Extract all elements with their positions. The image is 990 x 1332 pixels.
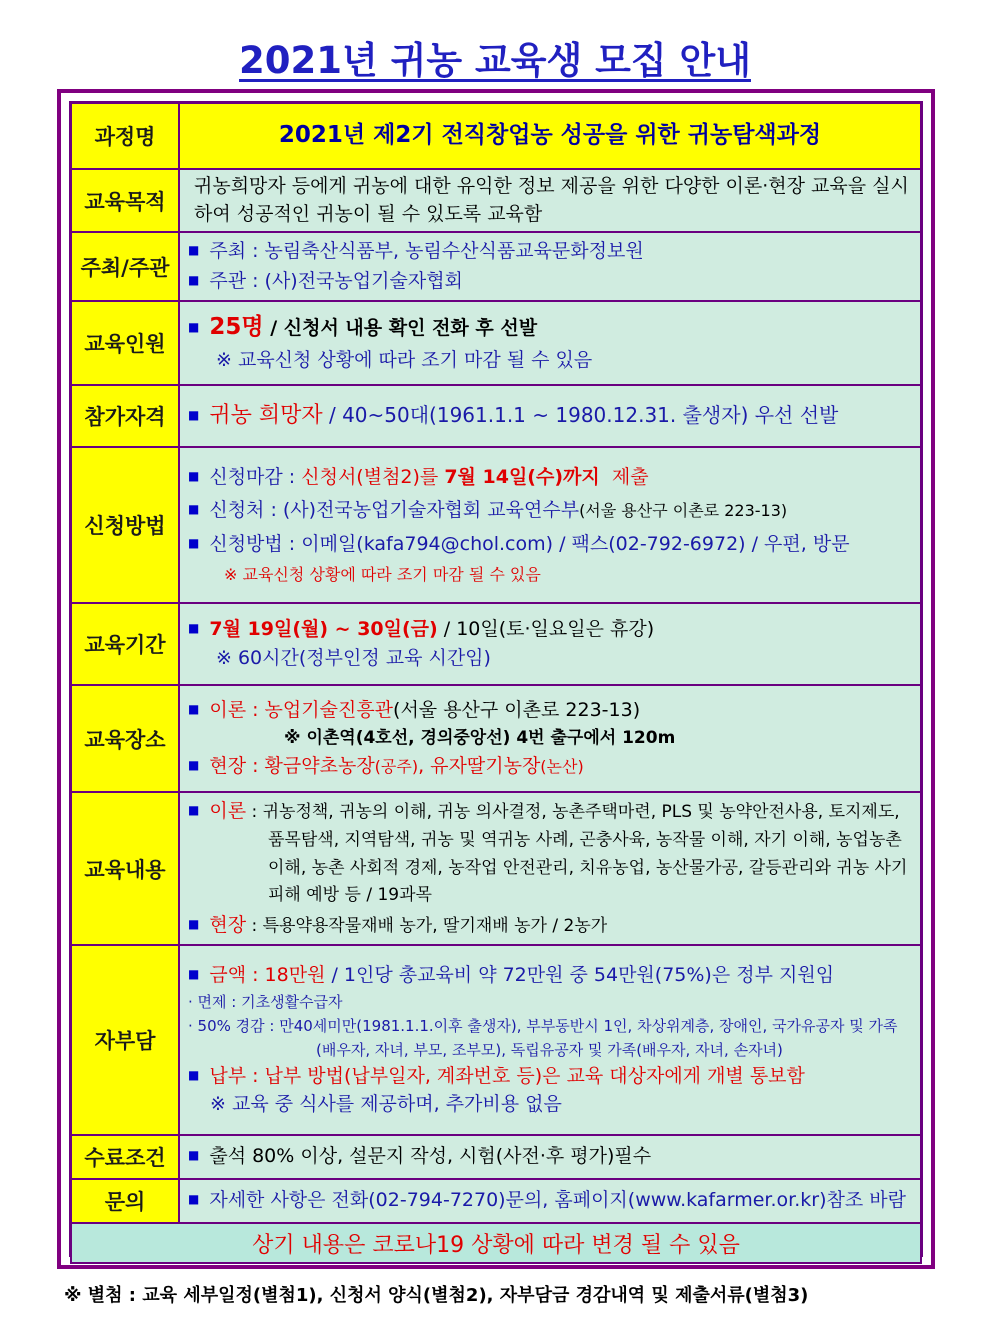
fee-exempt: · 면제 : 기초생활수급자 (188, 992, 343, 1011)
label-inquiry: 문의 (71, 1179, 179, 1223)
label-content: 교육내용 (71, 792, 179, 945)
notice-text: 상기 내용은 코로나19 상황에 따라 변경 될 수 있음 (71, 1223, 921, 1263)
venue-field: ■ 현장 : 황금약초농장(공주), 유자딸기농장(논산) (188, 754, 584, 777)
bullet-square-icon: ■ (188, 1067, 200, 1082)
bullet-square-icon: ■ (188, 469, 200, 484)
row-completion (71, 1135, 921, 1179)
bullet-square-icon: ■ (188, 1192, 200, 1207)
host-operator: ■ 주관 : (사)전국농업기술자협회 (188, 269, 463, 292)
label-venue: 교육장소 (71, 685, 179, 792)
fee-discount: · 50% 경감 : 만40세미만(1981.1.1.이후 출생자), 부부동반시 1인, 차상위계층, 장애인, 국가유공자 및 가족(배우자, 자녀, 부모, 조부모), 독립유공자 및 가족(배우자, 자녀, 손자녀) (188, 1016, 898, 1059)
row-period (71, 603, 921, 685)
attachment-footer: ※ 별첨 : 교육 세부일정(별첨1), 신청서 양식(별첨2), 자부담금 경감내역 및 제출서류(별첨3) (64, 1285, 809, 1306)
bullet-square-icon: ■ (188, 620, 200, 635)
bullet-square-icon: ■ (188, 272, 200, 287)
row-fee (71, 945, 921, 1135)
fee-amount: ■ 금액 : 18만원 / 1인당 총교육비 약 72만원 중 54만원(75%)은 정부 지원임 (188, 964, 835, 987)
row-purpose (71, 169, 921, 232)
row-inquiry (71, 1179, 921, 1223)
bullet-square-icon: ■ (188, 701, 200, 716)
label-apply: 신청방법 (71, 447, 179, 603)
bullet-square-icon: ■ (188, 803, 200, 818)
purpose-text: 귀농희망자 등에게 귀농에 대한 유익한 정보 제공을 위한 다양한 이론·현장 교육을 실시하여 성공적인 귀농이 될 수 있도록 교육함 (179, 169, 921, 232)
apply-note: ※ 교육신청 상황에 따라 조기 마감 될 수 있음 (224, 564, 541, 584)
period-hours: ※ 60시간(정부인정 교육 시간임) (216, 647, 491, 669)
row-venue (71, 685, 921, 792)
bullet-square-icon: ■ (188, 1148, 200, 1163)
fee-meal: ※ 교육 중 식사를 제공하며, 추가비용 없음 (210, 1093, 562, 1116)
info-table (70, 102, 922, 1264)
bullet-square-icon: ■ (188, 243, 200, 258)
capacity-note: ※ 교육신청 상황에 따라 조기 마감 될 수 있음 (216, 349, 593, 372)
row-eligibility (71, 385, 921, 447)
eligibility-target: 귀농 희망자 (209, 402, 323, 428)
label-period: 교육기간 (71, 603, 179, 685)
content-field: ■ 현장 : 특용약용작물재배 농가, 딸기재배 농가 / 2농가 (188, 913, 608, 936)
label-host: 주최/주관 (71, 232, 179, 301)
bullet-square-icon: ■ (188, 757, 200, 772)
completion-text: 출석 80% 이상, 설문지 작성, 시험(사전·후 평가)필수 (209, 1145, 652, 1168)
apply-method: ■ 신청방법 : 이메일(kafa794@chol.com) / 팩스(02-792-6972) / 우편, 방문 (188, 532, 850, 555)
bullet-square-icon: ■ (188, 320, 200, 335)
venue-theory: ■ 이론 : 농업기술진흥관(서울 용산구 이촌로 223-13) (188, 698, 641, 721)
label-purpose: 교육목적 (71, 169, 179, 232)
capacity-line: ■ 25명 / 신청서 내용 확인 전화 후 선발 (188, 314, 538, 341)
host-organizer: ■ 주최 : 농림축산식품부, 농림수산식품교육문화정보원 (188, 240, 644, 263)
bullet-square-icon: ■ (188, 967, 200, 982)
page-title: 2021년 귀농 교육생 모집 안내 (239, 39, 751, 82)
bullet-square-icon: ■ (188, 502, 200, 517)
row-notice (71, 1223, 921, 1263)
label-capacity: 교육인원 (71, 301, 179, 385)
bullet-square-icon: ■ (188, 916, 200, 931)
course-name: 2021년 제2기 전직창업농 성공을 위한 귀농탐색과정 (179, 103, 921, 169)
apply-place: ■ 신청처 : (사)전국농업기술자협회 교육연수부(서울 용산구 이촌로 223-13) (188, 499, 788, 522)
capacity-count: 25명 (209, 314, 264, 341)
row-course (71, 103, 921, 169)
venue-directions: ※ 이촌역(4호선, 경의중앙선) 4번 출구에서 120m (284, 728, 676, 749)
label-fee: 자부담 (71, 945, 179, 1135)
eligibility-detail: / 40~50대(1961.1.1 ~ 1980.12.31. 출생자) 우선 선발 (322, 402, 839, 427)
fee-payment: ■ 납부 : 납부 방법(납부일자, 계좌번호 등)은 교육 대상자에게 개별 통보함 (188, 1064, 805, 1087)
period-dates: ■ 7월 19일(월) ~ 30일(금) / 10일(토·일요일은 휴강) (188, 617, 655, 640)
label-course: 과정명 (71, 103, 179, 169)
row-content (71, 792, 921, 945)
bullet-square-icon: ■ (188, 535, 200, 550)
apply-deadline: ■ 신청마감 : 신청서(별첨2)를 7월 14일(수)까지 제출 (188, 466, 649, 489)
row-apply (71, 447, 921, 603)
label-eligibility: 참가자격 (71, 385, 179, 447)
row-host (71, 232, 921, 301)
bullet-square-icon: ■ (188, 407, 200, 422)
label-completion: 수료조건 (71, 1135, 179, 1179)
inquiry-text: 자세한 사항은 전화(02-794-7270)문의, 홈페이지(www.kafarmer.or.kr)참조 바람 (209, 1189, 906, 1212)
content-theory: ■ 이론 : 귀농정책, 귀농의 이해, 귀농 의사결정, 농촌주택마련, PLS 및 농약안전사용, 토지제도, 품목탐색, 지역탐색, 귀농 및 역귀농 사례, 곤충사육, 농작물 이해, 자기 이해, 농업농촌 이해, 농촌 사회적 경제, 농작업 안전관리, 치유농업, 농산물가공, 갈등관리와 귀농 사기피해 예방 등 / 19과목 (188, 800, 908, 906)
row-capacity (71, 301, 921, 385)
notice-frame (57, 89, 935, 1269)
